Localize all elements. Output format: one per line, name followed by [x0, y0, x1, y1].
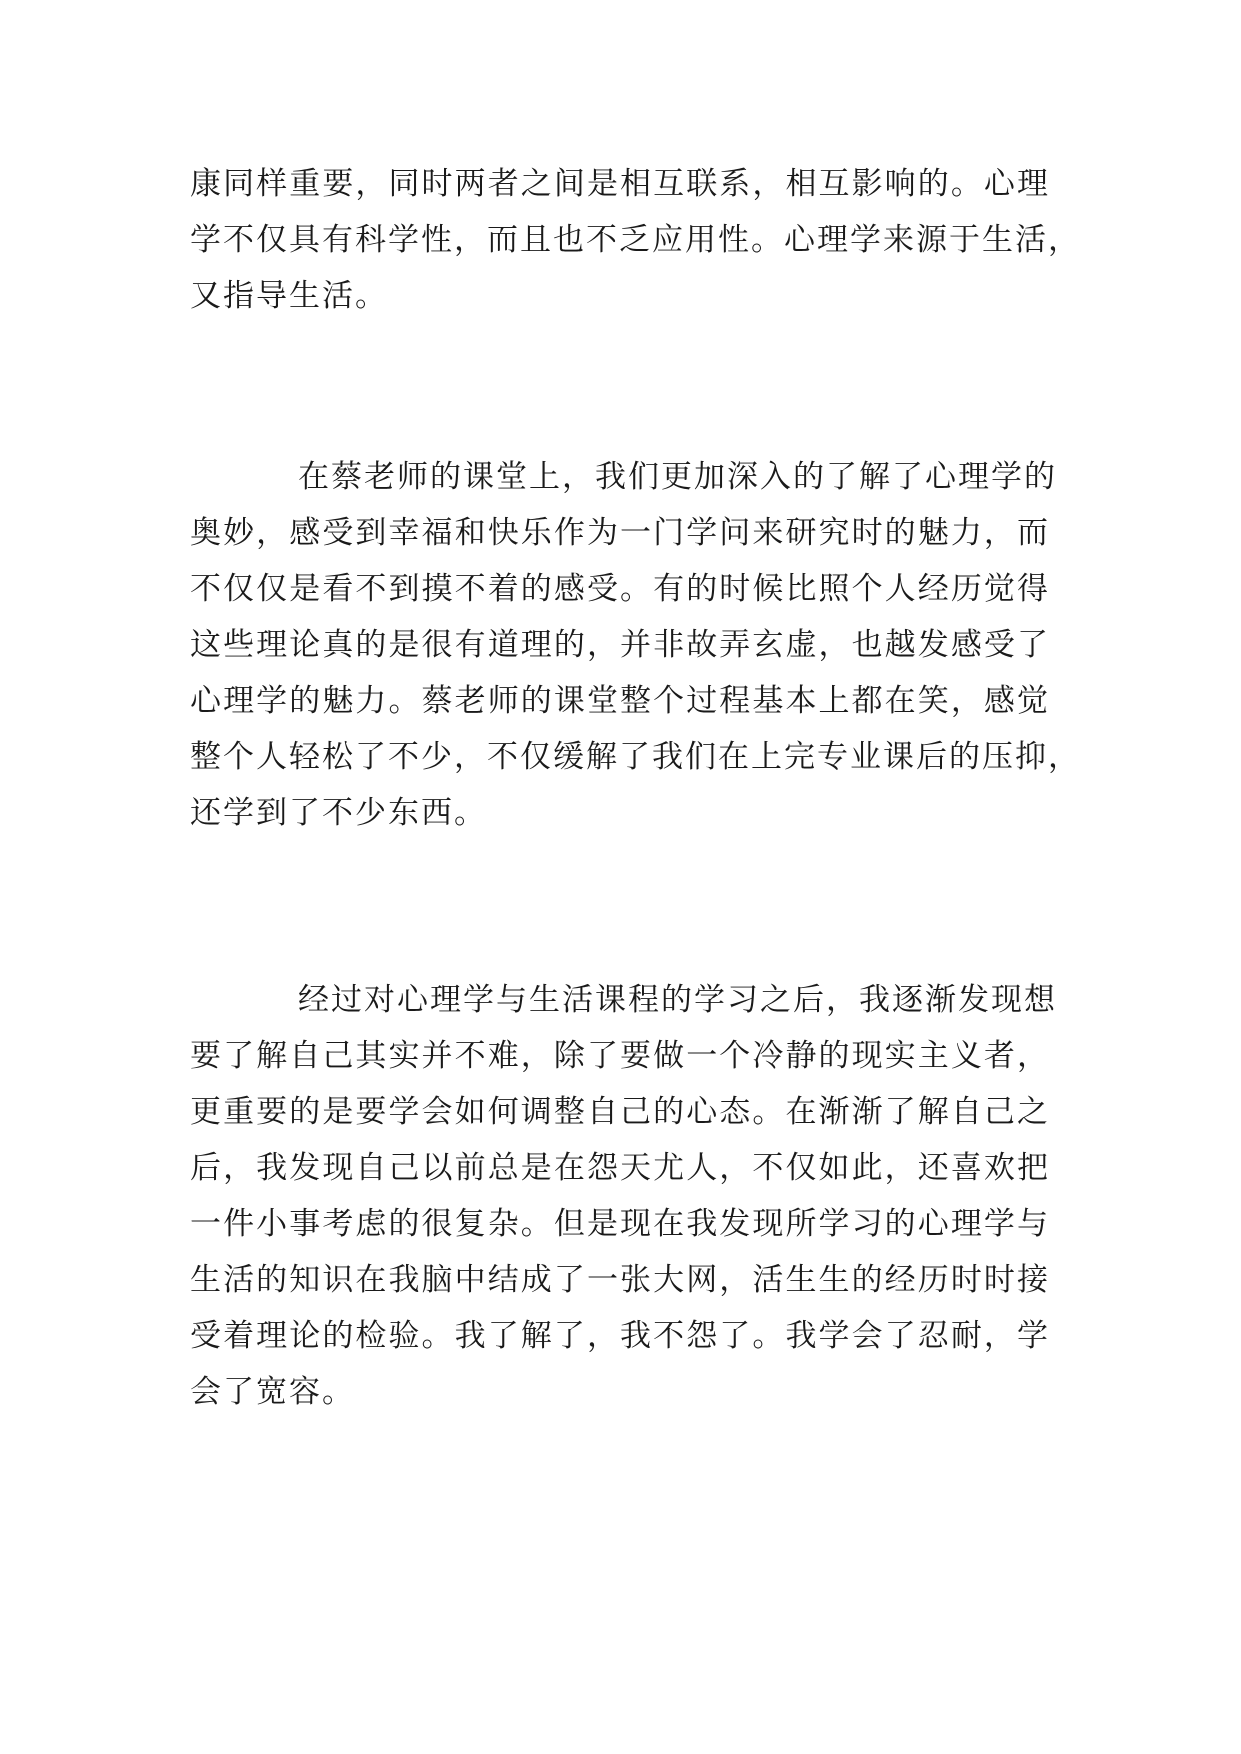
text-line: 又指导生活。 [190, 278, 388, 314]
text-line: 不仅仅是看不到摸不着的感受。有的时候比照个人经历觉得 [190, 571, 1050, 607]
text-line: 奥妙，感受到幸福和快乐作为一门学问来研究时的魅力，而 [190, 515, 1050, 551]
text-line: 受着理论的检验。我了解了，我不怨了。我学会了忍耐，学 [190, 1318, 1050, 1354]
text-line: 一件小事考虑的很复杂。但是现在我发现所学习的心理学与 [190, 1206, 1050, 1242]
text-line: 后，我发现自己以前总是在怨天尤人，不仅如此，还喜欢把 [190, 1150, 1050, 1186]
text-line: 更重要的是要学会如何调整自己的心态。在渐渐了解自己之 [190, 1094, 1050, 1130]
paragraph-3 [190, 972, 1057, 1420]
text-line: 还学到了不少东西。 [190, 795, 487, 831]
text-line: 经过对心理学与生活课程的学习之后，我逐渐发现想 [298, 982, 1057, 1018]
text-line: 会了宽容。 [190, 1374, 355, 1410]
text-line: 要了解自己其实并不难，除了要做一个冷静的现实主义者， [190, 1038, 1050, 1074]
text-line: 这些理论真的是很有道理的，并非故弄玄虚，也越发感受了 [190, 627, 1050, 663]
text-line: 在蔡老师的课堂上，我们更加深入的了解了心理学的 [298, 459, 1057, 495]
paragraph-2 [190, 449, 1081, 841]
text-line: 心理学的魅力。蔡老师的课堂整个过程基本上都在笑，感觉 [190, 683, 1050, 719]
text-line: 生活的知识在我脑中结成了一张大网，活生生的经历时时接 [190, 1262, 1050, 1298]
text-line: 整个人轻松了不少，不仅缓解了我们在上完专业课后的压抑， [190, 739, 1081, 775]
text-line: 学不仅具有科学性，而且也不乏应用性。心理学来源于生活， [190, 222, 1081, 258]
paragraph-1 [190, 156, 1081, 324]
text-line: 康同样重要，同时两者之间是相互联系，相互影响的。心理 [190, 166, 1050, 202]
